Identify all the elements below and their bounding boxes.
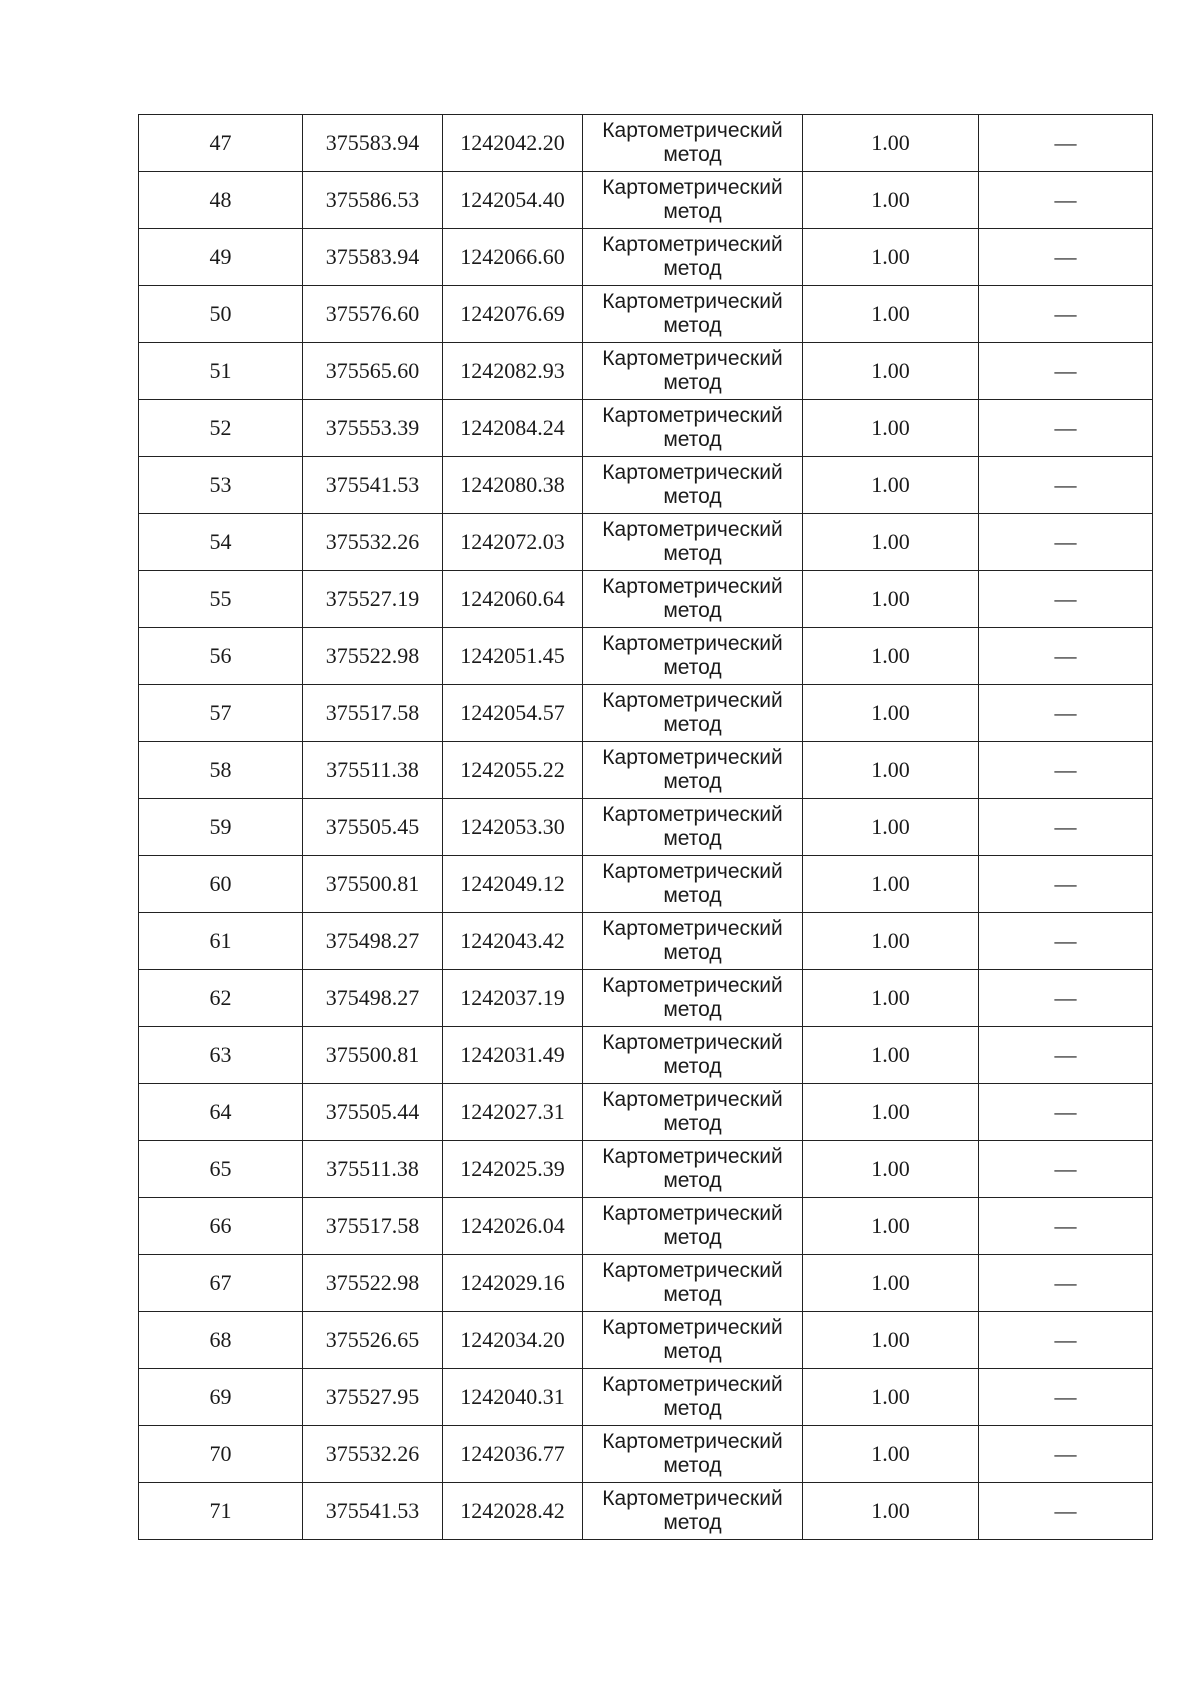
method-text-line2: метод <box>663 485 722 508</box>
y-coordinate-cell: 1242054.40 <box>443 172 583 229</box>
table-row <box>139 1198 1153 1255</box>
y-coordinate-cell: 1242042.20 <box>443 115 583 172</box>
method-text-line1: Картометрический <box>602 403 783 427</box>
method-cell <box>583 115 803 172</box>
method-text-line2: метод <box>663 713 722 736</box>
x-coordinate-cell: 375576.60 <box>303 286 443 343</box>
note-cell: — <box>979 457 1153 514</box>
method-cell <box>583 1483 803 1540</box>
x-coordinate-cell: 375498.27 <box>303 970 443 1027</box>
accuracy-cell: 1.00 <box>803 115 979 172</box>
y-coordinate-cell: 1242082.93 <box>443 343 583 400</box>
method-text-line2: метод <box>663 998 722 1021</box>
method-cell <box>583 1426 803 1483</box>
method-text-line2: метод <box>663 143 722 166</box>
method-text-line2: метод <box>663 1511 722 1534</box>
table-row <box>139 172 1153 229</box>
method-text-line1: Картометрический <box>602 1315 783 1339</box>
accuracy-cell: 1.00 <box>803 1198 979 1255</box>
method-cell <box>583 742 803 799</box>
y-coordinate-cell: 1242036.77 <box>443 1426 583 1483</box>
x-coordinate-cell: 375500.81 <box>303 1027 443 1084</box>
table-row <box>139 856 1153 913</box>
note-cell: — <box>979 1312 1153 1369</box>
note-cell: — <box>979 1426 1153 1483</box>
note-cell: — <box>979 343 1153 400</box>
method-cell <box>583 970 803 1027</box>
method-text-line1: Картометрический <box>602 460 783 484</box>
note-cell: — <box>979 799 1153 856</box>
note-cell: — <box>979 286 1153 343</box>
accuracy-cell: 1.00 <box>803 913 979 970</box>
note-cell: — <box>979 685 1153 742</box>
accuracy-cell: 1.00 <box>803 1369 979 1426</box>
point-number-cell: 63 <box>139 1027 303 1084</box>
method-text-line1: Картометрический <box>602 1258 783 1282</box>
method-text-line2: метод <box>663 599 722 622</box>
table-row <box>139 1312 1153 1369</box>
method-text-line1: Картометрический <box>602 631 783 655</box>
method-text-line2: метод <box>663 1169 722 1192</box>
method-text-line1: Картометрический <box>602 973 783 997</box>
accuracy-cell: 1.00 <box>803 1426 979 1483</box>
point-number-cell: 66 <box>139 1198 303 1255</box>
y-coordinate-cell: 1242072.03 <box>443 514 583 571</box>
table-row <box>139 628 1153 685</box>
accuracy-cell: 1.00 <box>803 514 979 571</box>
method-cell <box>583 1084 803 1141</box>
y-coordinate-cell: 1242027.31 <box>443 1084 583 1141</box>
accuracy-cell: 1.00 <box>803 1483 979 1540</box>
method-text-line2: метод <box>663 542 722 565</box>
method-text-line2: метод <box>663 1397 722 1420</box>
x-coordinate-cell: 375522.98 <box>303 1255 443 1312</box>
method-text-line1: Картометрический <box>602 859 783 883</box>
note-cell: — <box>979 628 1153 685</box>
accuracy-cell: 1.00 <box>803 172 979 229</box>
point-number-cell: 61 <box>139 913 303 970</box>
note-cell: — <box>979 1369 1153 1426</box>
method-text-line1: Картометрический <box>602 1030 783 1054</box>
method-cell <box>583 457 803 514</box>
y-coordinate-cell: 1242031.49 <box>443 1027 583 1084</box>
point-number-cell: 53 <box>139 457 303 514</box>
method-text-line2: метод <box>663 884 722 907</box>
accuracy-cell: 1.00 <box>803 457 979 514</box>
point-number-cell: 71 <box>139 1483 303 1540</box>
method-cell <box>583 343 803 400</box>
point-number-cell: 64 <box>139 1084 303 1141</box>
method-text-line1: Картометрический <box>602 289 783 313</box>
note-cell: — <box>979 856 1153 913</box>
method-cell <box>583 1198 803 1255</box>
point-number-cell: 50 <box>139 286 303 343</box>
table-row <box>139 457 1153 514</box>
method-text-line1: Картометрический <box>602 346 783 370</box>
y-coordinate-cell: 1242084.24 <box>443 400 583 457</box>
method-text-line1: Картометрический <box>602 1486 783 1510</box>
note-cell: — <box>979 1255 1153 1312</box>
table-row <box>139 229 1153 286</box>
method-text-line1: Картометрический <box>602 1429 783 1453</box>
note-cell: — <box>979 571 1153 628</box>
method-cell <box>583 514 803 571</box>
y-coordinate-cell: 1242025.39 <box>443 1141 583 1198</box>
note-cell: — <box>979 913 1153 970</box>
method-text-line2: метод <box>663 1226 722 1249</box>
method-text-line1: Картометрический <box>602 1087 783 1111</box>
point-number-cell: 51 <box>139 343 303 400</box>
table-body <box>139 115 1153 1540</box>
accuracy-cell: 1.00 <box>803 343 979 400</box>
x-coordinate-cell: 375532.26 <box>303 1426 443 1483</box>
y-coordinate-cell: 1242037.19 <box>443 970 583 1027</box>
note-cell: — <box>979 742 1153 799</box>
method-cell <box>583 1141 803 1198</box>
y-coordinate-cell: 1242060.64 <box>443 571 583 628</box>
y-coordinate-cell: 1242054.57 <box>443 685 583 742</box>
table-row <box>139 571 1153 628</box>
x-coordinate-cell: 375526.65 <box>303 1312 443 1369</box>
method-text-line2: метод <box>663 1454 722 1477</box>
accuracy-cell: 1.00 <box>803 628 979 685</box>
coordinates-table <box>138 114 1153 1540</box>
method-text-line2: метод <box>663 1283 722 1306</box>
note-cell: — <box>979 1027 1153 1084</box>
method-text-line1: Картометрический <box>602 232 783 256</box>
accuracy-cell: 1.00 <box>803 1312 979 1369</box>
table-row <box>139 742 1153 799</box>
point-number-cell: 56 <box>139 628 303 685</box>
accuracy-cell: 1.00 <box>803 286 979 343</box>
note-cell: — <box>979 1084 1153 1141</box>
y-coordinate-cell: 1242029.16 <box>443 1255 583 1312</box>
method-text-line2: метод <box>663 770 722 793</box>
note-cell: — <box>979 970 1153 1027</box>
accuracy-cell: 1.00 <box>803 1027 979 1084</box>
method-text-line1: Картометрический <box>602 802 783 826</box>
method-text-line2: метод <box>663 1340 722 1363</box>
point-number-cell: 59 <box>139 799 303 856</box>
accuracy-cell: 1.00 <box>803 856 979 913</box>
method-text-line2: метод <box>663 314 722 337</box>
method-cell <box>583 400 803 457</box>
note-cell: — <box>979 229 1153 286</box>
accuracy-cell: 1.00 <box>803 685 979 742</box>
accuracy-cell: 1.00 <box>803 571 979 628</box>
point-number-cell: 62 <box>139 970 303 1027</box>
table-row <box>139 115 1153 172</box>
y-coordinate-cell: 1242043.42 <box>443 913 583 970</box>
x-coordinate-cell: 375505.44 <box>303 1084 443 1141</box>
point-number-cell: 54 <box>139 514 303 571</box>
y-coordinate-cell: 1242049.12 <box>443 856 583 913</box>
point-number-cell: 55 <box>139 571 303 628</box>
method-cell <box>583 799 803 856</box>
point-number-cell: 47 <box>139 115 303 172</box>
x-coordinate-cell: 375541.53 <box>303 1483 443 1540</box>
table-row <box>139 1426 1153 1483</box>
point-number-cell: 52 <box>139 400 303 457</box>
point-number-cell: 69 <box>139 1369 303 1426</box>
accuracy-cell: 1.00 <box>803 1084 979 1141</box>
x-coordinate-cell: 375527.95 <box>303 1369 443 1426</box>
accuracy-cell: 1.00 <box>803 229 979 286</box>
point-number-cell: 49 <box>139 229 303 286</box>
method-text-line1: Картометрический <box>602 1372 783 1396</box>
y-coordinate-cell: 1242040.31 <box>443 1369 583 1426</box>
method-text-line1: Картометрический <box>602 517 783 541</box>
note-cell: — <box>979 115 1153 172</box>
y-coordinate-cell: 1242034.20 <box>443 1312 583 1369</box>
method-text-line1: Картометрический <box>602 688 783 712</box>
table-row <box>139 514 1153 571</box>
method-text-line2: метод <box>663 941 722 964</box>
accuracy-cell: 1.00 <box>803 400 979 457</box>
table-row <box>139 685 1153 742</box>
method-cell <box>583 628 803 685</box>
note-cell: — <box>979 1483 1153 1540</box>
y-coordinate-cell: 1242028.42 <box>443 1483 583 1540</box>
table-row <box>139 913 1153 970</box>
x-coordinate-cell: 375511.38 <box>303 742 443 799</box>
method-cell <box>583 685 803 742</box>
method-cell <box>583 1027 803 1084</box>
x-coordinate-cell: 375517.58 <box>303 1198 443 1255</box>
x-coordinate-cell: 375583.94 <box>303 229 443 286</box>
method-cell <box>583 286 803 343</box>
method-cell <box>583 913 803 970</box>
point-number-cell: 67 <box>139 1255 303 1312</box>
x-coordinate-cell: 375511.38 <box>303 1141 443 1198</box>
x-coordinate-cell: 375532.26 <box>303 514 443 571</box>
note-cell: — <box>979 1141 1153 1198</box>
method-text-line2: метод <box>663 1112 722 1135</box>
x-coordinate-cell: 375541.53 <box>303 457 443 514</box>
accuracy-cell: 1.00 <box>803 742 979 799</box>
accuracy-cell: 1.00 <box>803 970 979 1027</box>
x-coordinate-cell: 375517.58 <box>303 685 443 742</box>
table-row <box>139 1255 1153 1312</box>
method-text-line1: Картометрический <box>602 745 783 769</box>
table-row <box>139 1483 1153 1540</box>
accuracy-cell: 1.00 <box>803 1141 979 1198</box>
table-row <box>139 1369 1153 1426</box>
accuracy-cell: 1.00 <box>803 799 979 856</box>
point-number-cell: 65 <box>139 1141 303 1198</box>
y-coordinate-cell: 1242055.22 <box>443 742 583 799</box>
accuracy-cell: 1.00 <box>803 1255 979 1312</box>
note-cell: — <box>979 514 1153 571</box>
method-cell <box>583 1255 803 1312</box>
method-cell <box>583 571 803 628</box>
method-text-line1: Картометрический <box>602 916 783 940</box>
method-text-line2: метод <box>663 827 722 850</box>
method-cell <box>583 172 803 229</box>
point-number-cell: 60 <box>139 856 303 913</box>
method-text-line1: Картометрический <box>602 118 783 142</box>
method-text-line2: метод <box>663 656 722 679</box>
y-coordinate-cell: 1242053.30 <box>443 799 583 856</box>
method-text-line1: Картометрический <box>602 1144 783 1168</box>
table-row <box>139 799 1153 856</box>
y-coordinate-cell: 1242066.60 <box>443 229 583 286</box>
y-coordinate-cell: 1242051.45 <box>443 628 583 685</box>
note-cell: — <box>979 400 1153 457</box>
note-cell: — <box>979 1198 1153 1255</box>
method-cell <box>583 229 803 286</box>
x-coordinate-cell: 375553.39 <box>303 400 443 457</box>
method-cell <box>583 1312 803 1369</box>
table-row <box>139 1027 1153 1084</box>
x-coordinate-cell: 375527.19 <box>303 571 443 628</box>
x-coordinate-cell: 375498.27 <box>303 913 443 970</box>
y-coordinate-cell: 1242076.69 <box>443 286 583 343</box>
method-cell <box>583 1369 803 1426</box>
point-number-cell: 70 <box>139 1426 303 1483</box>
point-number-cell: 58 <box>139 742 303 799</box>
x-coordinate-cell: 375505.45 <box>303 799 443 856</box>
table-row <box>139 970 1153 1027</box>
method-text-line1: Картометрический <box>602 175 783 199</box>
y-coordinate-cell: 1242026.04 <box>443 1198 583 1255</box>
method-text-line2: метод <box>663 1055 722 1078</box>
point-number-cell: 68 <box>139 1312 303 1369</box>
table-row <box>139 400 1153 457</box>
y-coordinate-cell: 1242080.38 <box>443 457 583 514</box>
method-text-line2: метод <box>663 371 722 394</box>
method-text-line1: Картометрический <box>602 1201 783 1225</box>
table-row <box>139 1141 1153 1198</box>
x-coordinate-cell: 375565.60 <box>303 343 443 400</box>
method-text-line1: Картометрический <box>602 574 783 598</box>
x-coordinate-cell: 375522.98 <box>303 628 443 685</box>
x-coordinate-cell: 375583.94 <box>303 115 443 172</box>
table-row <box>139 343 1153 400</box>
note-cell: — <box>979 172 1153 229</box>
method-text-line2: метод <box>663 200 722 223</box>
method-cell <box>583 856 803 913</box>
table-row <box>139 286 1153 343</box>
x-coordinate-cell: 375500.81 <box>303 856 443 913</box>
point-number-cell: 48 <box>139 172 303 229</box>
method-text-line2: метод <box>663 257 722 280</box>
point-number-cell: 57 <box>139 685 303 742</box>
table-row <box>139 1084 1153 1141</box>
x-coordinate-cell: 375586.53 <box>303 172 443 229</box>
method-text-line2: метод <box>663 428 722 451</box>
